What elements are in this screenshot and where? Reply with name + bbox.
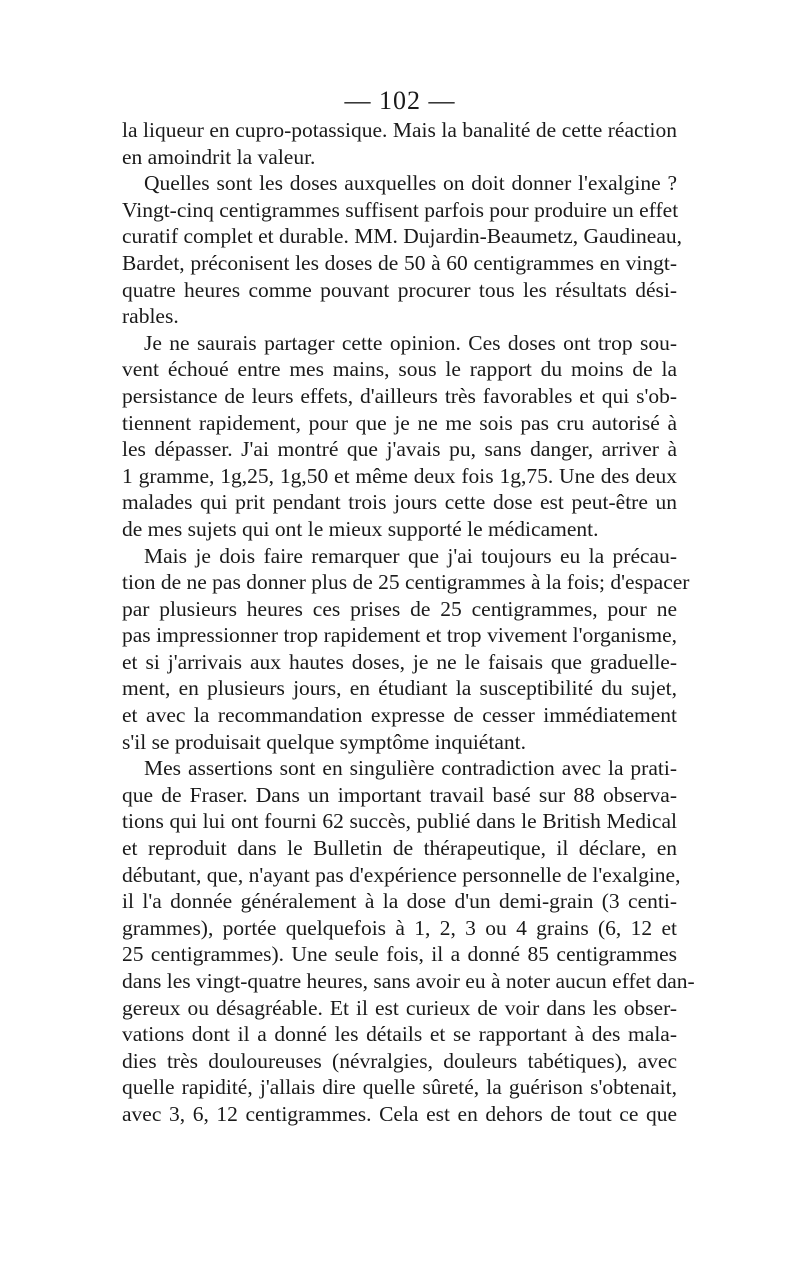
text-line: quatre heures comme pouvant procurer tous les résultats dési- [122, 277, 677, 302]
text-line: et avec la recommandation expresse de cesser immédiatement [122, 703, 677, 728]
body-text [122, 117, 695, 1128]
text-line: par plusieurs heures ces prises de 25 centigrammes, pour ne [122, 596, 677, 621]
text-line: que de Fraser. Dans un important travail basé sur 88 observa- [122, 782, 677, 807]
text-line: dans les vingt-quatre heures, sans avoir eu à noter aucun effet dan- [122, 969, 695, 993]
text-line: Vingt-cinq centigrammes suffisent parfois pour produire un effet [122, 197, 679, 222]
text-line: vent échoué entre mes mains, sous le rapport du moins de la [122, 357, 677, 382]
text-line: avec 3, 6, 12 centigrammes. Cela est en dehors de tout ce que [122, 1101, 677, 1126]
paragraph [122, 117, 677, 170]
paragraph [122, 755, 695, 1127]
text-line: Je ne saurais partager cette opinion. Ces doses ont trop sou- [144, 330, 677, 355]
text-line: grammes), portée quelquefois à 1, 2, 3 ou 4 grains (6, 12 et [122, 915, 677, 940]
text-line: Mes assertions sont en singulière contradiction avec la prati- [144, 756, 677, 781]
text-line: pas impressionner trop rapidement et trop vivement l'organisme, [122, 623, 677, 648]
text-line: persistance de leurs effets, d'ailleurs très favorables et qui s'ob- [122, 383, 677, 408]
text-line: vations dont il a donné les détails et se rapportant à des mala- [122, 1022, 677, 1047]
text-line: s'il se produisait quelque symptôme inquiétant. [122, 729, 526, 754]
paragraph [122, 330, 677, 543]
page-number: — 102 — [344, 86, 456, 115]
text-line: et si j'arrivais aux hautes doses, je ne le faisais que graduelle- [122, 649, 677, 674]
text-line: dies très douloureuses (névralgies, douleurs tabétiques), avec [122, 1048, 677, 1073]
text-line: de mes sujets qui ont le mieux supporté le médicament. [122, 516, 599, 541]
text-line: gereux ou désagréable. Et il est curieux de voir dans les obser- [122, 995, 677, 1020]
text-line: Bardet, préconisent les doses de 50 à 60 centigrammes en vingt- [122, 250, 677, 275]
text-line: Quelles sont les doses auxquelles on doit donner l'exalgine ? [144, 171, 677, 196]
paragraph [122, 170, 682, 330]
text-line: les dépasser. J'ai montré que j'avais pu, sans danger, arriver à [122, 437, 677, 462]
text-line: 25 centigrammes). Une seule fois, il a donné 85 centigrammes [122, 942, 677, 967]
text-line: 1 gramme, 1g,25, 1g,50 et même deux fois 1g,75. Une des deux [122, 463, 677, 488]
text-line: ment, en plusieurs jours, en étudiant la susceptibilité du sujet, [122, 676, 677, 701]
text-line: malades qui prit pendant trois jours cette dose est peut-être un [122, 490, 677, 515]
text-line: curatif complet et durable. MM. Dujardin-Beaumetz, Gaudineau, [122, 224, 682, 249]
text-line: tiennent rapidement, pour que je ne me sois pas cru autorisé à [122, 410, 677, 435]
text-line: rables. [122, 304, 179, 329]
text-line: débutant, que, n'ayant pas d'expérience personnelle de l'exalgine, [122, 862, 681, 887]
text-line: en amoindrit la valeur. [122, 144, 316, 169]
paragraph [122, 543, 690, 756]
text-line: il l'a donnée généralement à la dose d'un demi-grain (3 centi- [122, 889, 677, 914]
text-line: Mais je dois faire remarquer que j'ai toujours eu la précau- [144, 543, 677, 568]
text-line: quelle rapidité, j'allais dire quelle sûreté, la guérison s'obtenait, [122, 1075, 677, 1100]
text-line: et reproduit dans le Bulletin de thérapeutique, il déclare, en [122, 836, 677, 861]
text-line: tion de ne pas donner plus de 25 centigrammes à la fois; d'espacer [122, 570, 690, 595]
text-line: la liqueur en cupro-potassique. Mais la banalité de cette réaction [122, 118, 677, 142]
text-line: tions qui lui ont fourni 62 succès, publié dans le British Medical [122, 809, 677, 834]
